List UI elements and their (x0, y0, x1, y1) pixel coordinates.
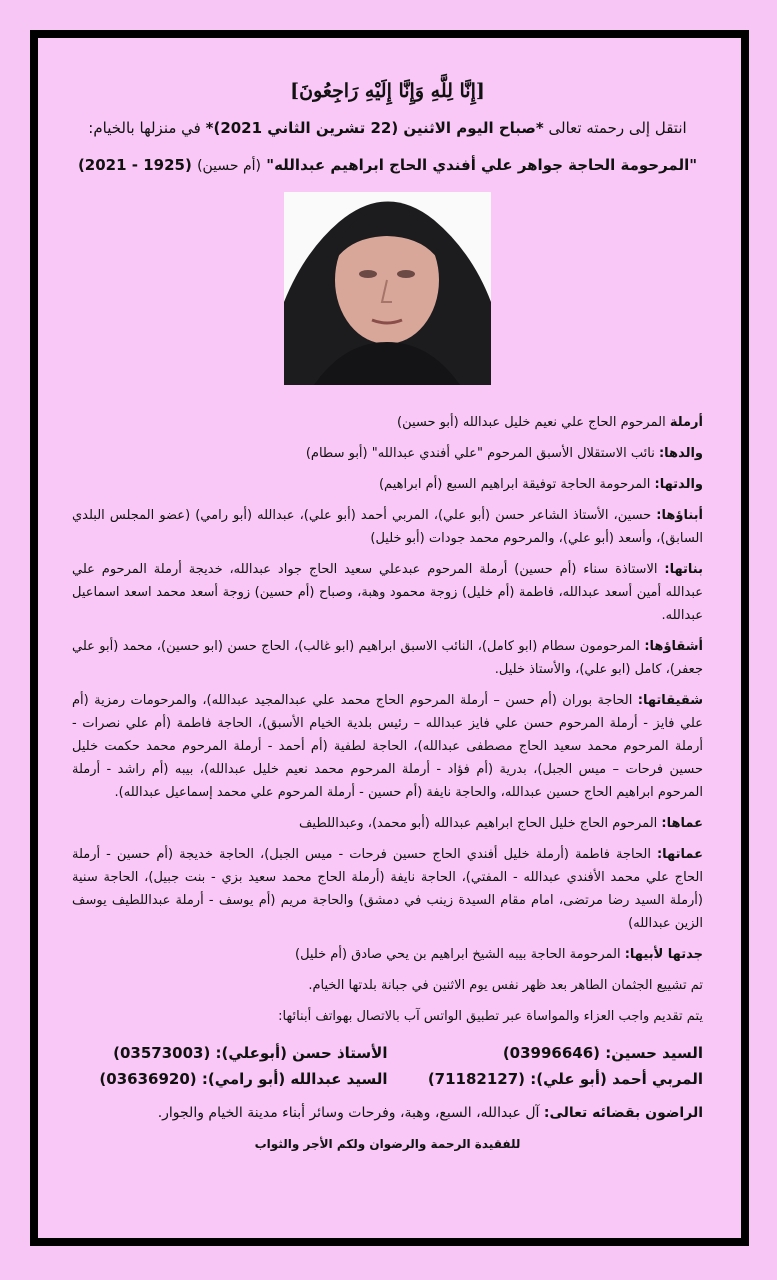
contact-abdallah: السيد عبدالله (أبو رامي): (03636920) (99, 1070, 388, 1088)
section-widow: أرملة المرحوم الحاج علي نعيم خليل عبدالله (أبو حسين) (397, 415, 703, 430)
contact-hassan: الأستاذ حسن (أبوعلي): (03573003) (113, 1044, 388, 1062)
closing-line: للفقيدة الرحمة والرضوان ولكم الأجر والثواب (254, 1137, 521, 1151)
funeral-note: تم تشييع الجثمان الطاهر بعد ظهر نفس يوم الاثنين في جبانة بلدتها الخيام. (308, 978, 703, 993)
section-mother: والدتها: المرحومة الحاجة توفيقة ابراهيم السبع (أم ابراهيم) (378, 477, 703, 492)
contact-hussein: السيد حسين: (03996646) (502, 1044, 703, 1062)
deceased-name (72, 154, 703, 178)
intro-post: في منزلها بالخيام: (88, 119, 206, 137)
section-sons: أبناؤها: حسين، الأستاذ الشاعر حسن (أبو علي)، المربي أحمد (أبو علي)، عبدالله (أبو رامي) (عضو المجلس البلدي السابق)، وأسعد (أبو علي)، والمرحوم محمد جودات (أبو خليل) (72, 508, 703, 546)
condolence-note: يتم تقديم واجب العزاء والمواساة عبر تطبيق الواتس آب بالاتصال بهواتف أبنائها: (278, 1009, 703, 1024)
portrait-photo (284, 192, 491, 385)
section-daughters: بناتها: الاستاذة سناء (أم حسين) أرملة المرحوم عبدعلي سعيد الحاج جواد عبدالله، خديجة أرملة المرحوم علي عبدالله أمين أسعد عبدالله، فاطمة (أم خليل) زوجة محمود وهبة، وصباح (أم حسين) زوجة أسعد محمد اسعد اسماعيل عبدالله. (72, 562, 703, 623)
section-uncles: عماها: المرحوم الحاج خليل الحاج ابراهيم عبدالله (أبو محمد)، وعبداللطيف (298, 816, 703, 831)
deceased-full-name: "المرحومة الحاجة جواهر علي أفندي الحاج ابراهيم عبدالله" (266, 156, 698, 174)
intro-pre: انتقل إلى رحمته تعالى (543, 119, 687, 137)
section-sisters: شقيقاتها: الحاجة بوران (أم حسن – أرملة المرحوم الحاج محمد علي عبدالمجيد عبدالله)، والمرحومات رمزية (أم علي فايز - أرملة المرحوم حسن علي فايز عبدالله – رئيس بلدية الخيام الأسبق)، الحاجة فاطمة (أم علي نصرات - أرملة المرحوم محمد سعيد الحاج مصطفى عبدالله)، الحاجة لطفية (أم أحمد - أرملة المرحوم محمد حكمت خليل حسين فرحات – ميس الجبل)، بدرية (أم فؤاد - أرملة المرحوم محمد نعيم خليل عبدالله)، بيبه (أم راشد - أرملة المرحوم ابراهيم الحاج حسين عبدالله، والحاجة نايفة (أم حسين - أرملة المرحوم علي محمد إسماعيل عبدالله). (72, 693, 703, 800)
obituary-content (38, 38, 741, 1156)
portrait-illustration (284, 192, 491, 385)
deceased-alias: (أم حسين) (197, 158, 262, 174)
section-aunts: عماتها: الحاجة فاطمة (أرملة خليل أفندي الحاج حسين فرحات - ميس الجبل)، الحاجة خديجة (أم حسين - أرملة الحاج علي محمد الأفندي عبدالله - المفتي)، الحاجة نايفة (أرملة الحاج محمد سعيد بزي - بنت جبيل)، الحاجة سنية (أرملة السيد رضا مرتضى، امام مقام السيدة زينب في دمشق) والحاجة مريم (أم يوسف - أرملة عبداللطيف يوسف الزين عبدالله) (72, 847, 703, 931)
intro-date: *صباح اليوم الاثنين (22 تشرين الثاني 2021)* (205, 119, 544, 137)
section-brothers: أشقاؤها: المرحومون سطام (ابو كامل)، النائب الاسبق ابراهيم (ابو غالب)، الحاج حسن (ابو حسين)، محمد (أبو علي جعفر)، كامل (ابو علي)، والأستاذ خليل. (72, 639, 703, 677)
contact-ahmad: المربي أحمد (أبو علي): (71182127) (427, 1070, 703, 1088)
deceased-years: (1925 - 2021) (77, 156, 192, 174)
intro-line (72, 117, 703, 140)
mourners: الراضون بقضائه تعالى: آل عبدالله، السبع، وهبة، وفرحات وسائر أبناء مدينة الخيام والجوار. (157, 1105, 703, 1121)
section-grandmother: جدتها لأبيها: المرحومة الحاجة بيبه الشيخ ابراهيم بن يحي صادق (أم خليل) (295, 947, 703, 962)
section-father: والدها: نائب الاستقلال الأسبق المرحوم "علي أفندي عبدالله" (أبو سطام) (305, 446, 703, 461)
contact-list (72, 1040, 703, 1092)
quran-verse: [إِنَّا لِلَّهِ وَإِنَّا إِلَيْهِ رَاجِعُونَ] (290, 80, 485, 102)
photo-container (72, 192, 703, 393)
obituary-frame (30, 30, 749, 1246)
